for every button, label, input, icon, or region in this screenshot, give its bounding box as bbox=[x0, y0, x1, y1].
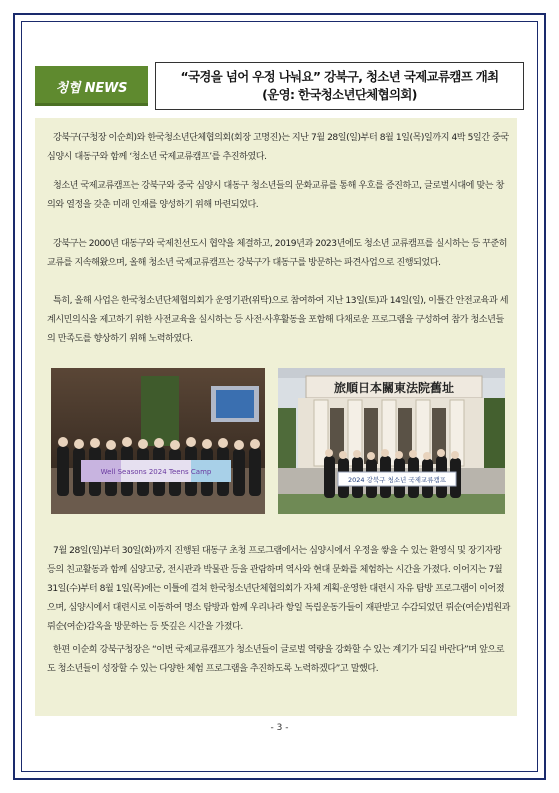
article-body bbox=[35, 118, 517, 716]
news-badge: 청협 NEWS bbox=[35, 66, 148, 106]
article-subtitle: (운영: 한국청소년단체협의회) bbox=[262, 87, 417, 102]
page-number: - 3 - bbox=[270, 723, 289, 733]
group-photo-welcome bbox=[51, 368, 265, 514]
camp-banner-text: 2024 강북구 청소년 국제교류캠프 bbox=[347, 476, 447, 484]
paragraph-2: 청소년 국제교류캠프는 강북구와 중국 심양시 대동구 청소년들의 문화교류를 통해 우호를 증진하고, 글로벌시대에 맞는 창의와 열정을 갖춘 미래 인재를 양성하기 위해 마련되었다. bbox=[47, 181, 504, 210]
paragraph-4: 특히, 올해 사업은 한국청소년단체협의회가 운영기관(위탁)으로 참여하여 지난 13일(토)과 14일(일), 이틀간 안전교육과 세계시민의식을 제고하기 위한 사전교육을 실시하는 등 사전·사후활동을 포함해 다채로운 프로그램을 구성하여 참가 청소년들의 만족도를 향상하기 위해 노력하였다. bbox=[47, 296, 509, 344]
title-box bbox=[155, 62, 524, 110]
building-sign-text: 旅順日本關東法院舊址 bbox=[333, 381, 455, 395]
group-photo-lushun-court-image bbox=[278, 368, 505, 514]
welcome-banner-text: Well Seasons 2024 Teens Camp bbox=[100, 468, 212, 476]
article-title: “국경을 넘어 우정 나눠요” 강북구, 청소년 국제교류캠프 개최 bbox=[180, 69, 499, 84]
article-header bbox=[35, 62, 524, 110]
group-photo-lushun-court bbox=[278, 368, 505, 514]
group-photo-welcome-image bbox=[51, 368, 265, 514]
paragraph-1: 강북구(구청장 이순희)와 한국청소년단체협의회(회장 고명진)는 지난 7월 28일(일)부터 8월 1일(목)일까지 4박 5일간 중국 심양시 대동구와 함께 ‘청소년 국제교류캠프’를 추진하였다. bbox=[47, 133, 509, 162]
paragraph-5: 7월 28일(일)부터 30일(화)까지 진행된 대동구 초청 프로그램에서는 심양시에서 우정을 쌓을 수 있는 환영식 및 장기자랑 등의 친교활동과 함께 심양고궁, 전시관과 박물관 등을 관람하며 역사와 현대 문화를 체험하는 시간을 가졌다. 이어지는 7월 31일(수)부터 8월 1일(목)에는 이틀에 걸쳐 한국청소년단체협의회가 자체 계획·운영한 대련시 자유 탐방 프로그램이 이어졌으며, 심양시에서 대련시로 이동하여 명소 탐방과 함께 우리나라 항일 독립운동가들이 재판받고 수감되었던 뤼순(여순)법원과 뤼순(여순)감옥을 방문하는 등 뜻깊은 시간을 가졌다. bbox=[47, 546, 510, 632]
paragraph-3: 강북구는 2000년 대동구와 국제친선도시 협약을 체결하고, 2019년과 2023년에도 청소년 교류캠프를 실시하는 등 꾸준히 교류를 지속해왔으며, 올해 청소년 국제교류캠프는 강북구가 대동구를 방문하는 파견사업으로 진행되었다. bbox=[47, 239, 508, 268]
paragraph-6: 한편 이순희 강북구청장은 “이번 국제교류캠프가 청소년들이 글로벌 역량을 강화할 수 있는 계기가 되길 바란다”며 앞으로도 청소년들이 성장할 수 있는 다양한 체험 프로그램을 추진하도록 노력하겠다”고 말했다. bbox=[47, 645, 505, 674]
